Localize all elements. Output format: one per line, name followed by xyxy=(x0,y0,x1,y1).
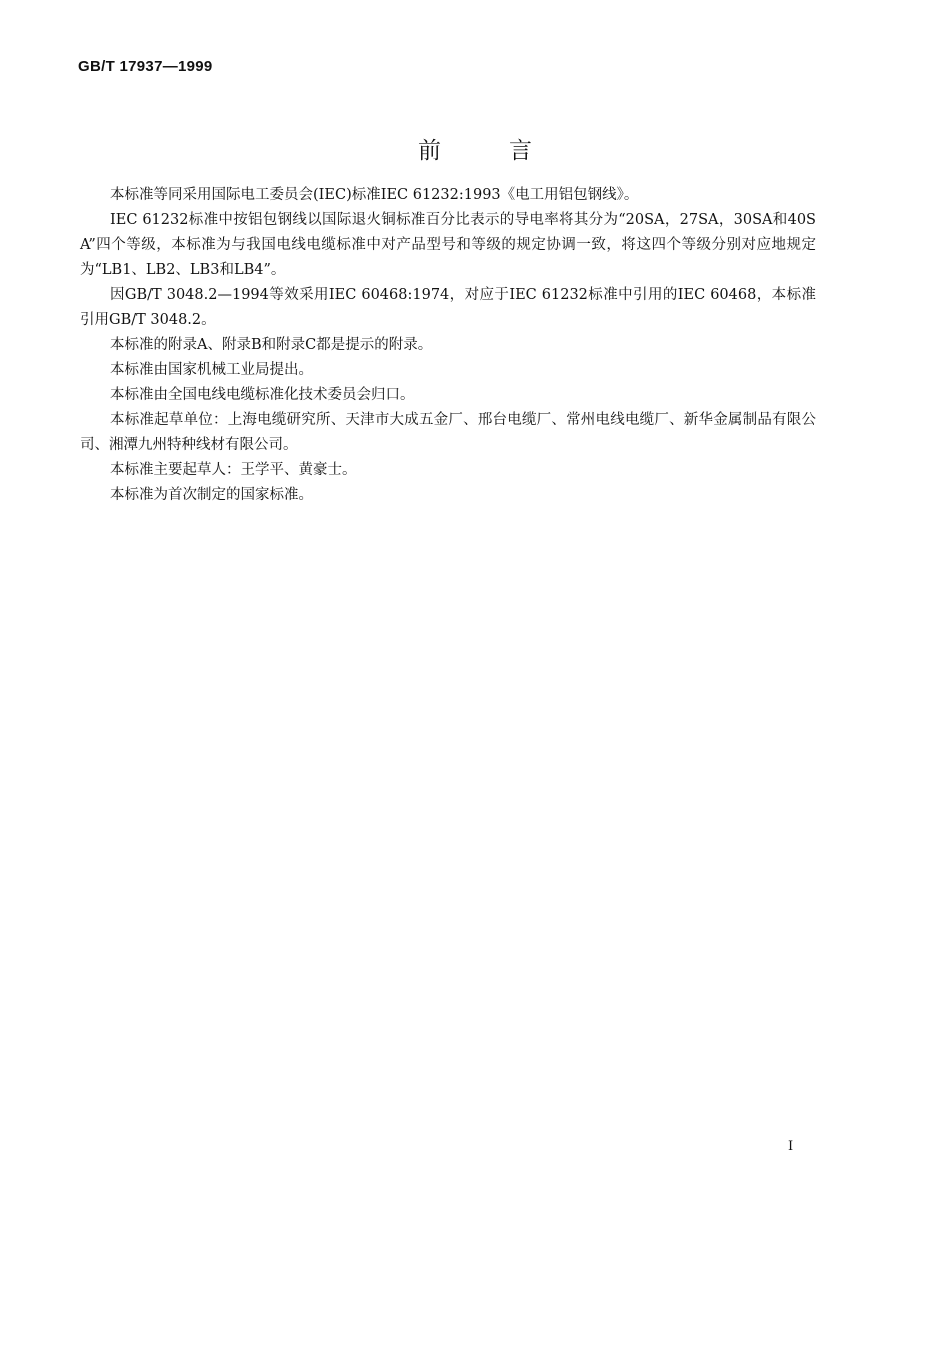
paragraph-reference: 因GB/T 3048.2—1994等效采用IEC 60468:1974，对应于IEC 61232标准中引用的IEC 60468，本标准引用GB/T 3048.2。 xyxy=(80,287,816,328)
paragraph-grades: IEC 61232标准中按铝包钢线以国际退火铜标准百分比表示的导电率将其分为“20SA，27SA，30SA和40SA”四个等级，本标准为与我国电线电缆标准中对产品型号和等级的规定协调一致，将这四个等级分别对应地规定为“LB1、LB2、LB3和LB4”。 xyxy=(80,212,816,278)
paragraph-drafters: 本标准主要起草人：王学平、黄豪士。 xyxy=(110,462,357,478)
paragraph-first-edition: 本标准为首次制定的国家标准。 xyxy=(110,487,313,503)
paragraph-drafting-units: 本标准起草单位：上海电缆研究所、天津市大成五金厂、邢台电缆厂、常州电线电缆厂、新华金属制品有限公司、湘潭九州特种线材有限公司。 xyxy=(80,412,816,453)
preface-body xyxy=(80,183,816,508)
document-code: GB/T 17937—1999 xyxy=(78,58,213,75)
page-title: 前言 xyxy=(418,138,600,164)
paragraph-appendices: 本标准的附录A、附录B和附录C都是提示的附录。 xyxy=(110,337,433,353)
paragraph-adoption: 本标准等同采用国际电工委员会(IEC)标准IEC 61232:1993《电工用铝包钢线》。 xyxy=(110,187,639,203)
paragraph-committee: 本标准由全国电线电缆标准化技术委员会归口。 xyxy=(110,387,415,403)
page-number: I xyxy=(788,1139,794,1154)
paragraph-proposer: 本标准由国家机械工业局提出。 xyxy=(110,362,313,378)
